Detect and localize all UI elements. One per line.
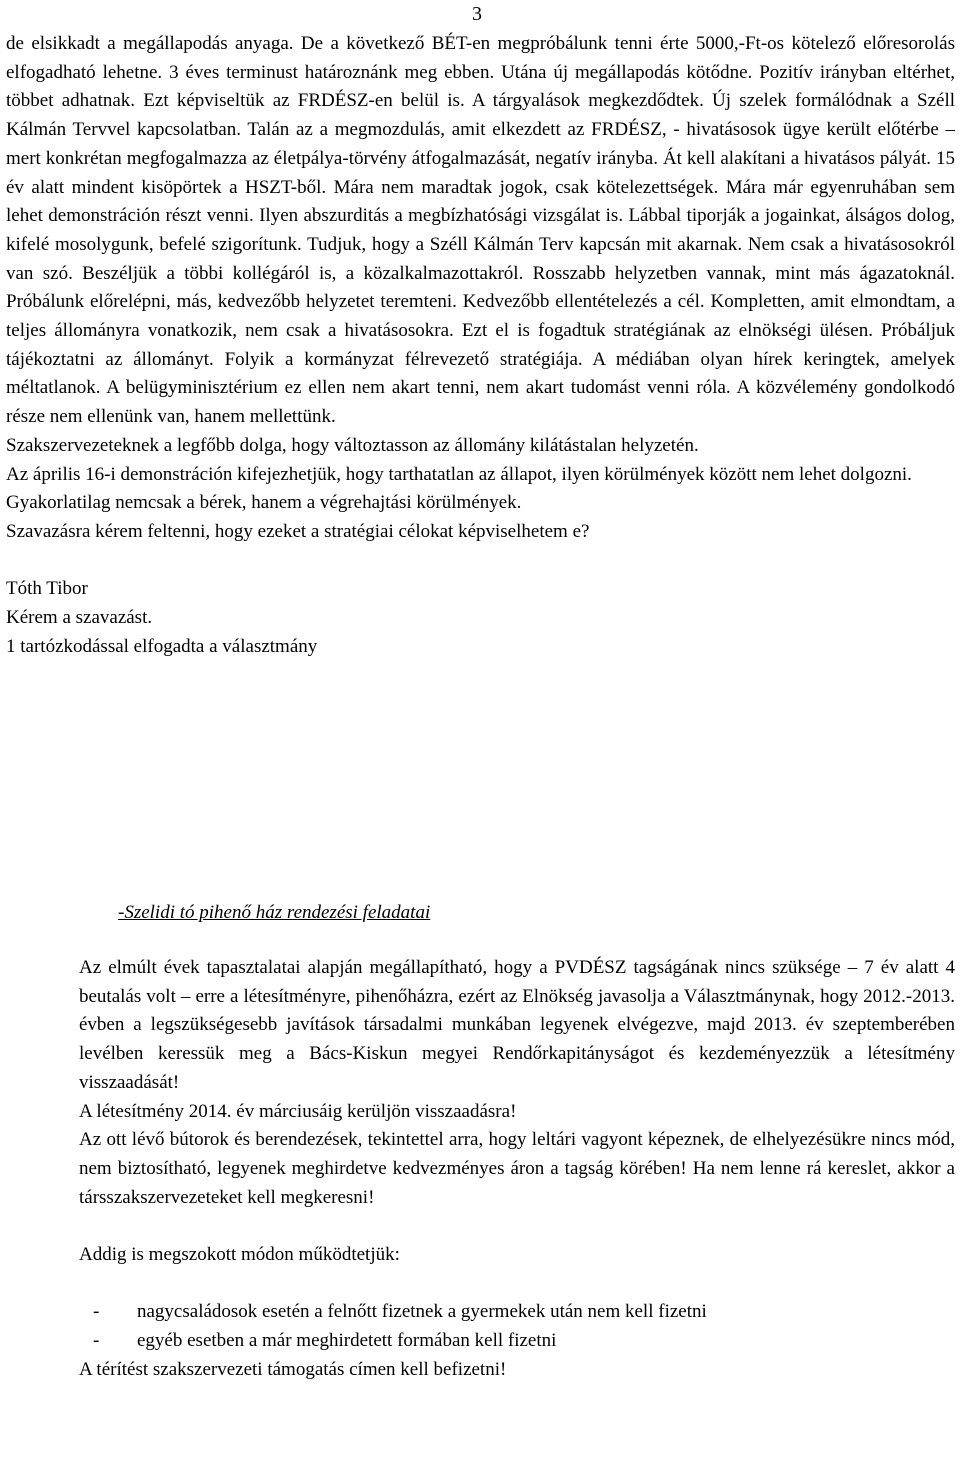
paragraph: A létesítmény 2014. év márciusáig kerüljön visszaadásra!	[79, 1100, 517, 1122]
section-body	[79, 954, 955, 1385]
spacer	[79, 1212, 955, 1241]
list-item-text: nagycsaládosok esetén a felnőtt fizetnek a gyermekek után nem kell fizetni	[137, 1301, 707, 1323]
speaker-name: Tóth Tibor	[6, 578, 88, 600]
dash-bullet: -	[93, 1330, 100, 1352]
document-body-top	[6, 30, 955, 661]
paragraph: Az április 16-i demonstráción kifejezhetjük, hogy tarthatatlan az állapot, ilyen körülmények között nem lehet dolgozni.	[6, 463, 912, 485]
section-heading: -Szelidi tó pihenő ház rendezési feladatai	[118, 902, 431, 923]
list-item-text: egyéb esetben a már meghirdetett formában kell fizetni	[137, 1330, 557, 1352]
dash-bullet: -	[93, 1301, 100, 1323]
vote-result: 1 tartózkodással elfogadta a választmány	[6, 635, 318, 657]
vote-request: Kérem a szavazást.	[6, 607, 153, 629]
list-item	[79, 1327, 955, 1356]
list-intro: Addig is megszokott módon működtetjük:	[79, 1244, 400, 1266]
spacer	[79, 1270, 955, 1299]
paragraph: Szakszervezeteknek a legfőbb dolga, hogy változtasson az állomány kilátástalan helyzetén.	[6, 434, 699, 456]
paragraph: Gyakorlatilag nemcsak a bérek, hanem a végrehajtási körülmények.	[6, 492, 522, 514]
page-number: 3	[472, 3, 482, 25]
paragraph: Az elmúlt évek tapasztalatai alapján megállapítható, hogy a PVDÉSZ tagságának nincs szüksége – 7 év alatt 4 beutalás volt – erre a létesítményre, pihenőházra, ezért az Elnökség javasolja a Választmánynak, hogy 2012.-2013. évben a legszükségesebb javítások társadalmi munkában legyenek elvégezve, majd 2013. év szeptemberében levélben keressük meg a Bács-Kiskun megyei Rendőrkapitányságot és kezdeményezzük a létesítmény visszaadását!	[79, 957, 955, 1093]
paragraph: Az ott lévő bútorok és berendezések, tekintettel arra, hogy leltári vagyont képeznek, de elhelyezésükre nincs mód, nem biztosítható, legyenek meghirdetve kedvezményes áron a tagság körében! Ha nem lenne rá kereslet, akkor a társszakszervezeteket kell megkeresni!	[79, 1129, 955, 1208]
spacer	[6, 547, 955, 576]
paragraph: Szavazásra kérem feltenni, hogy ezeket a stratégiai célokat képviselhetem e?	[6, 520, 590, 542]
bullet-list	[79, 1298, 955, 1355]
list-item	[79, 1298, 955, 1327]
paragraph: de elsikkadt a megállapodás anyaga. De a következő BÉT-en megpróbálunk tenni érte 5000,-Ft-os kötelező előresorolás elfogadható lehetne. 3 éves terminust határoznánk meg ebben. Utána új megállapodás kötődne. Pozitív irányban eltérhet, többet adhatnak. Ezt képviseltük az FRDÉSZ-en belül is. A tárgyalások megkezdődtek. Új szelek formálódnak a Széll Kálmán Tervvel kapcsolatban. Talán az a megmozdulás, amit elkezdett az FRDÉSZ, - hivatásosok ügye került előtérbe – mert konkrétan megfogalmazza az életpálya-törvény átfogalmazását, negatív irányba. Át kell alakítani a hivatásos pályát. 15 év alatt mindent kisöpörtek a HSZT-ből. Mára nem maradtak jogok, csak kötelezettségek. Mára már egyenruhában sem lehet demonstráción részt venni. Ilyen abszurditás a megbízhatósági vizsgálat is. Lábbal tiporják a jogainkat, álságos dolog, kifelé mosolygunk, befelé szigorítunk. Tudjuk, hogy a Széll Kálmán Terv kapcsán mit akarnak. Nem csak a hivatásosokról van szó. Beszéljük a többi kollégáról is, a közalkalmazottakról. Rosszabb helyzetben vannak, mint más ágazatoknál. Próbálunk előrelépni, más, kedvezőbb helyzetet teremteni. Kedvezőbb ellentételezés a cél. Kompletten, amit elmondtam, a teljes állományra vonatkozik, nem csak a hivatásosokra. Ezt el is fogadtuk stratégiának az elnökségi ülésen. Próbáljuk tájékoztatni az állományt. Folyik a kormányzat félrevezető stratégiája. A médiában olyan hírek keringtek, amelyek méltatlanok. A belügyminisztérium ez ellen nem akart tenni, nem akart tudomást venni róla. A közvélemény gondolkodó része nem ellenünk van, hanem mellettünk.	[6, 33, 955, 428]
closing-sentence: A térítést szakszervezeti támogatás címen kell befizetni!	[79, 1358, 507, 1380]
